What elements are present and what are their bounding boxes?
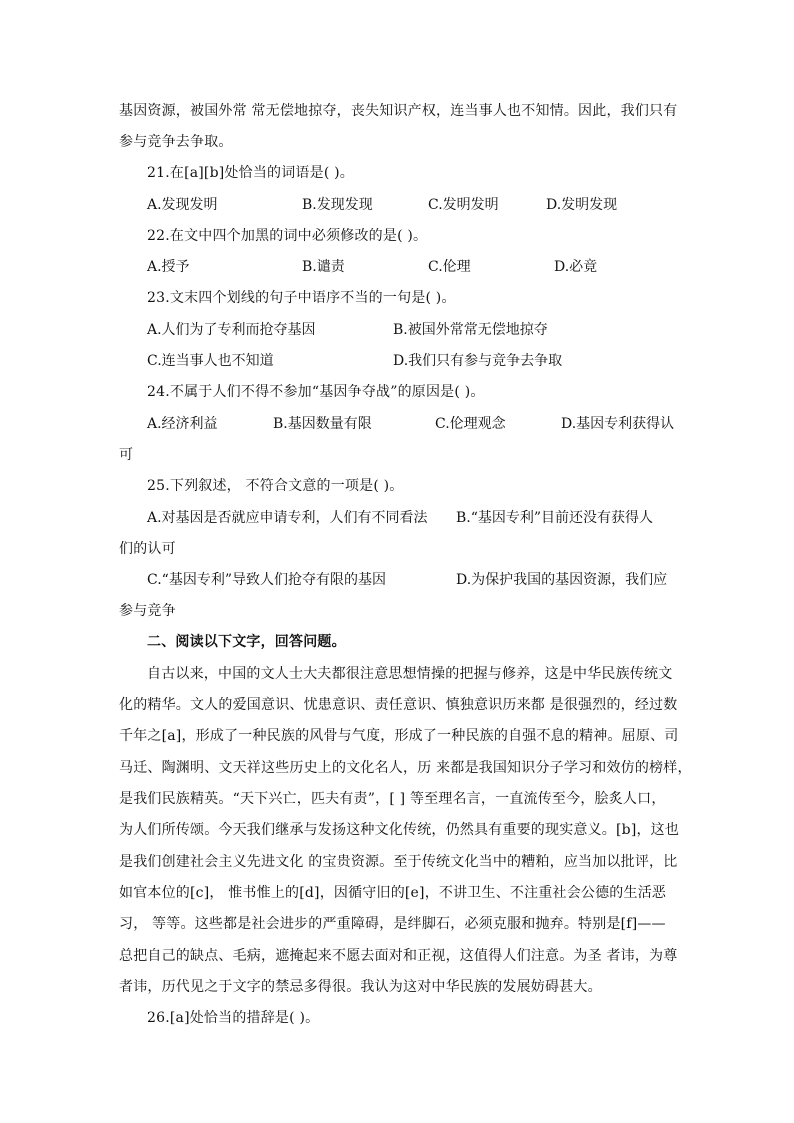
passage-line: 是我们民族精英。“天下兴亡，匹夫有责”，[ ] 等至理名言，一直流传至今，脍炙人口， — [119, 791, 666, 807]
intro-line-1: 基因资源，被国外常 常无偿地掠夺，丧失知识产权，连当事人也不知情。因此，我们只有 — [119, 103, 678, 119]
question-22-option-a: A.授予 — [147, 259, 190, 275]
question-26-stem: 26.[a]处恰当的措辞是( )。 — [147, 1010, 320, 1026]
question-24-option-d: D.基因专利获得认 — [561, 416, 675, 432]
section-2-heading: 二、阅读以下文字，回答问题。 — [147, 634, 346, 650]
question-24-option-d-wrap: 可 — [119, 447, 134, 463]
question-22-option-d: D.必竟 — [554, 259, 598, 275]
passage-line: 者讳，历代见之于文字的禁忌多得很。我认为这对中华民族的发展妨碍甚大。 — [119, 979, 602, 995]
question-24-stem: 24.不属于人们不得不参加“基因争夺战”的原因是( )。 — [147, 384, 485, 400]
question-24-option-a: A.经济利益 — [147, 416, 218, 432]
question-23-option-d: D.我们只有参与竞争去争取 — [393, 353, 563, 369]
question-22-option-c: C.伦理 — [428, 259, 471, 275]
question-25-option-b: B.“基因专利”目前还没有获得人 — [456, 510, 654, 526]
question-25-option-b-wrap: 们的认可 — [119, 541, 176, 557]
question-25-option-c: C.“基因专利”导致人们抢夺有限的基因 — [147, 572, 386, 588]
question-25-option-d-wrap: 参与竞争 — [119, 603, 176, 619]
passage-line: 总把自己的缺点、毛病，遮掩起来不愿去面对和正视，这值得人们注意。为圣 者讳，为尊 — [119, 948, 678, 964]
question-23-stem: 23.文末四个划线的句子中语序不当的一句是( )。 — [147, 290, 456, 306]
passage-line: 千年之[a]，形成了一种民族的风骨与气度，形成了一种民族的自强不息的精神。屈原、司 — [119, 728, 679, 744]
question-25-stem: 25.下列叙述， 不符合文意的一项是( )。 — [147, 478, 404, 494]
intro-line-2: 参与竞争去争取。 — [119, 134, 233, 150]
question-23-option-a: A.人们为了专利而抢夺基因 — [147, 322, 316, 338]
question-22-option-b: B.谴责 — [302, 259, 345, 275]
question-21-stem: 21.在[a][b]处恰当的词语是( )。 — [147, 165, 354, 181]
passage-line: 习， 等等。这些都是社会进步的严重障碍，是绊脚石，必须克服和抛弃。特别是[f]—— — [119, 916, 666, 932]
question-24-option-b: B.基因数量有限 — [273, 416, 372, 432]
question-23-option-c: C.连当事人也不知道 — [147, 353, 274, 369]
passage-line: 化的精华。文人的爱国意识、忧患意识、责任意识、慎独意识历来都 是很强烈的，经过数 — [119, 697, 678, 713]
question-24-option-c: C.伦理观念 — [435, 416, 506, 432]
passage-line: 自古以来，中国的文人士大夫都很注意思想情操的把握与修养，这是中华民族传统文 — [147, 666, 673, 682]
question-21-option-b: B.发现发现 — [302, 197, 373, 213]
question-22-stem: 22.在文中四个加黑的词中必须修改的是( )。 — [147, 228, 428, 244]
question-21-option-a: A.发现发明 — [147, 197, 218, 213]
question-25-option-a: A.对基因是否就应申请专利，人们有不同看法 — [147, 510, 428, 526]
passage-line: 是我们创建社会主义先进文化 的宝贵资源。至于传统文化当中的糟粕，应当加以批评，比 — [119, 854, 678, 870]
question-23-option-b: B.被国外常常无偿地掠夺 — [393, 322, 548, 338]
question-25-option-d: D.为保护我国的基因资源，我们应 — [456, 572, 668, 588]
passage-line: 如官本位的[c]， 惟书惟上的[d]，因循守旧的[e]，不讲卫生、不注重社会公德的生活恶 — [119, 885, 667, 901]
question-21-option-d: D.发明发现 — [546, 197, 618, 213]
passage-line: 为人们所传颂。今天我们继承与发扬这种文化传统，仍然具有重要的现实意义。[b]，这也 — [119, 822, 680, 838]
passage-line: 马迁、陶渊明、文天祥这些历史上的文化名人，历 来都是我国知识分子学习和效仿的榜样， — [119, 760, 692, 776]
question-21-option-c: C.发明发明 — [428, 197, 499, 213]
